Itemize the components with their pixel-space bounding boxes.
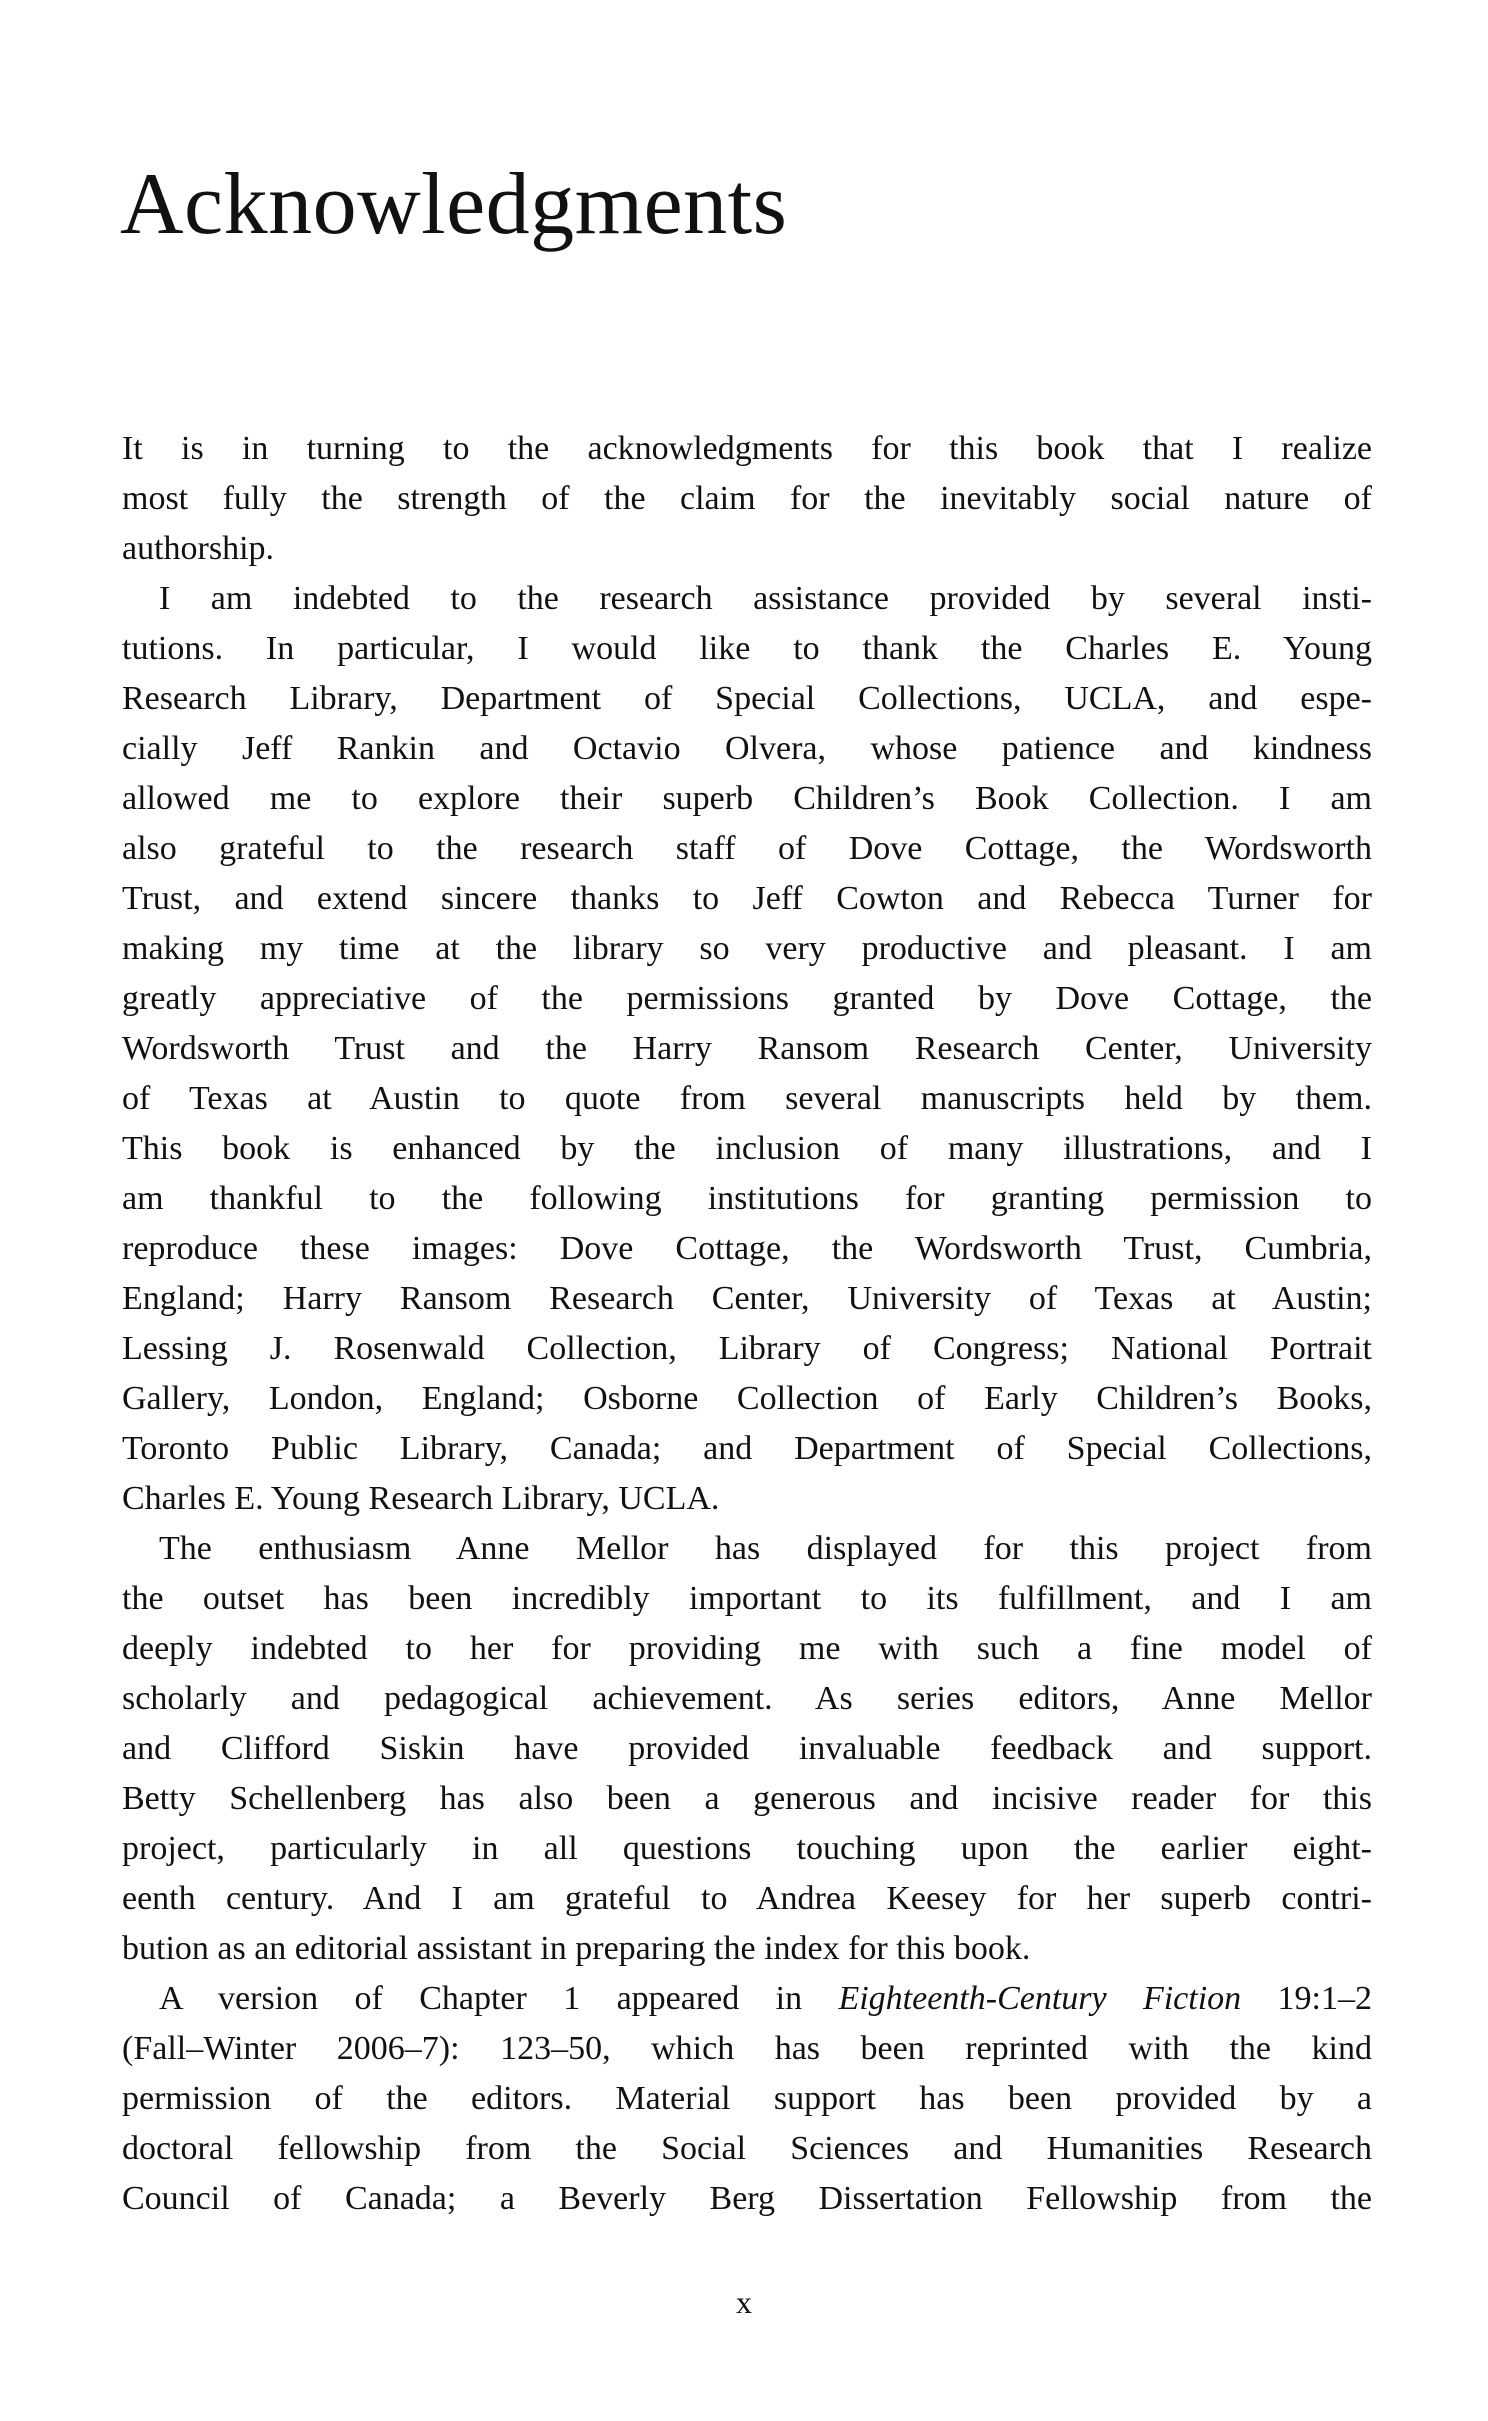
text-line: bution as an editorial assistant in preparing the index for this book. [122,1930,1031,1967]
text-segment: A version of Chapter 1 appeared in [159,1980,839,2017]
paragraph [122,574,1372,1524]
text-line: (Fall–Winter 2006–7): 123–50, which has been reprinted with the kind [122,2030,1372,2067]
text-line: tutions. In particular, I would like to thank the Charles E. Young [122,630,1372,667]
body-text [122,424,1372,2224]
text-line: of Texas at Austin to quote from several manuscripts held by them. [122,1080,1372,1117]
text-line: Research Library, Department of Special Collections, UCLA, and espe- [122,680,1372,717]
text-line: the outset has been incredibly important to its fulfillment, and I am [122,1580,1372,1617]
text-line: most fully the strength of the claim for the inevitably social nature of [122,480,1372,517]
text-segment: 19:1–2 [1241,1980,1372,2017]
text-line: reproduce these images: Dove Cottage, the Wordsworth Trust, Cumbria, [122,1230,1372,1267]
page-title: Acknowledgments [120,156,788,253]
text-line: Gallery, London, England; Osborne Collection of Early Children’s Books, [122,1380,1372,1417]
text-line: Council of Canada; a Beverly Berg Dissertation Fellowship from the [122,2180,1372,2217]
text-line: Charles E. Young Research Library, UCLA. [122,1480,720,1517]
text-line: I am indebted to the research assistance provided by several insti- [159,580,1372,617]
text-line: England; Harry Ransom Research Center, University of Texas at Austin; [122,1280,1372,1317]
page-number: x [736,2284,752,2320]
text-line: scholarly and pedagogical achievement. As series editors, Anne Mellor [122,1680,1372,1717]
text-line: Wordsworth Trust and the Harry Ransom Research Center, University [122,1030,1372,1067]
text-line: also grateful to the research staff of Dove Cottage, the Wordsworth [122,830,1372,867]
paragraph [122,424,1372,574]
paragraph [122,1974,1372,2224]
text-line: Trust, and extend sincere thanks to Jeff Cowton and Rebecca Turner for [122,880,1372,917]
text-line: project, particularly in all questions touching upon the earlier eight- [122,1830,1372,1867]
text-line: authorship. [122,530,275,567]
text-line: am thankful to the following institutions for granting permission to [122,1180,1372,1217]
text-line: permission of the editors. Material support has been provided by a [122,2080,1372,2117]
journal-title: Eighteenth-Century Fiction [838,1980,1242,2017]
text-line: Lessing J. Rosenwald Collection, Library of Congress; National Portrait [122,1330,1372,1367]
text-line: Betty Schellenberg has also been a generous and incisive reader for this [122,1780,1372,1817]
text-line: The enthusiasm Anne Mellor has displayed for this project from [159,1530,1372,1567]
text-line: deeply indebted to her for providing me with such a fine model of [122,1630,1372,1667]
text-line: greatly appreciative of the permissions granted by Dove Cottage, the [122,980,1372,1017]
text-line: cially Jeff Rankin and Octavio Olvera, whose patience and kindness [122,730,1372,767]
text-line: and Clifford Siskin have provided invaluable feedback and support. [122,1730,1372,1767]
text-line: Toronto Public Library, Canada; and Department of Special Collections, [122,1430,1372,1467]
text-line: making my time at the library so very productive and pleasant. I am [122,930,1372,967]
text-line: allowed me to explore their superb Children’s Book Collection. I am [122,780,1372,817]
text-line: This book is enhanced by the inclusion of many illustrations, and I [122,1130,1372,1167]
text-line: doctoral fellowship from the Social Sciences and Humanities Research [122,2130,1372,2167]
text-line: It is in turning to the acknowledgments for this book that I realize [122,430,1372,467]
paragraph [122,1524,1372,1974]
text-line: eenth century. And I am grateful to Andrea Keesey for her superb contri- [122,1880,1372,1917]
text-line [122,1974,1372,2024]
